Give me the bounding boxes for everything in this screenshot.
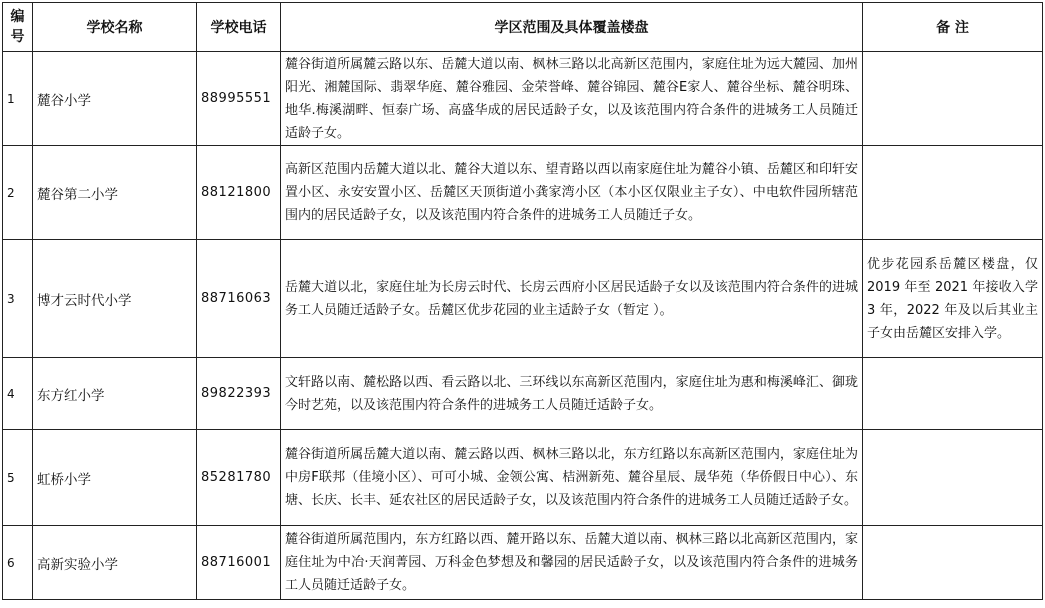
notes (863, 358, 1043, 430)
school-name: 麓谷第二小学 (33, 146, 197, 240)
table-row (3, 240, 1043, 358)
notes: 优步花园系岳麓区楼盘，仅 2019 年至 2021 年接收入学 3 年，2022 年及以后其业主子女由岳麓区安排入学。 (863, 240, 1043, 358)
school-name: 高新实验小学 (33, 526, 197, 600)
table-row (3, 358, 1043, 430)
district-range: 高新区范围内岳麓大道以北、麓谷大道以东、望青路以西以南家庭住址为麓谷小镇、岳麓区和印轩安置小区、永安安置小区、岳麓区天顶街道小龚家湾小区（本小区仅限业主子女）、中电软件园所辖范围内的居民适龄子女，以及该范围内符合条件的进城务工人员随迁子女。 (281, 146, 863, 240)
school-district-table (2, 2, 1043, 600)
header-notes: 备 注 (863, 3, 1043, 52)
district-range: 岳麓大道以北，家庭住址为长房云时代、长房云西府小区居民适龄子女以及该范围内符合条件的进城务工人员随迁适龄子女。岳麓区优步花园的业主适龄子女（暂定 ）。 (281, 240, 863, 358)
notes (863, 52, 1043, 146)
school-phone: 88995551 (197, 52, 281, 146)
row-number: 1 (3, 52, 33, 146)
table-row (3, 52, 1043, 146)
district-range: 麓谷街道所属麓云路以东、岳麓大道以南、枫林三路以北高新区范围内，家庭住址为远大麓园、加州阳光、湘麓国际、翡翠华庭、麓谷雅园、金荣誉峰、麓谷锦园、麓谷E家人、麓谷坐标、麓谷明珠、地华.梅溪湖畔、恒泰广场、高盛华成的居民适龄子女，以及该范围内符合条件的进城务工人员随迁适龄子女。 (281, 52, 863, 146)
notes (863, 526, 1043, 600)
school-name: 虹桥小学 (33, 430, 197, 526)
school-name: 博才云时代小学 (33, 240, 197, 358)
school-phone: 85281780 (197, 430, 281, 526)
header-school-name: 学校名称 (33, 3, 197, 52)
school-name: 东方红小学 (33, 358, 197, 430)
district-range: 麓谷街道所属范围内，东方红路以西、麓开路以东、岳麓大道以南、枫林三路以北高新区范围内，家庭住址为中冶·天润菁园、万科金色梦想及和馨园的居民适龄子女，以及该范围内符合条件的进城务工人员随迁适龄子女。 (281, 526, 863, 600)
school-name: 麓谷小学 (33, 52, 197, 146)
row-number: 3 (3, 240, 33, 358)
header-school-phone: 学校电话 (197, 3, 281, 52)
row-number: 5 (3, 430, 33, 526)
row-number: 2 (3, 146, 33, 240)
table-row (3, 526, 1043, 600)
notes (863, 146, 1043, 240)
notes (863, 430, 1043, 526)
school-phone: 88716001 (197, 526, 281, 600)
header-row (3, 3, 1043, 52)
school-phone: 88716063 (197, 240, 281, 358)
row-number: 6 (3, 526, 33, 600)
row-number: 4 (3, 358, 33, 430)
district-range: 麓谷街道所属岳麓大道以南、麓云路以西、枫林三路以北，东方红路以东高新区范围内，家庭住址为中房F联邦（佳境小区）、可可小城、金领公寓、桔洲新苑、麓谷星辰、晟华苑（华侨假日中心）、东塘、长庆、长丰、延农社区的居民适龄子女，以及该范围内符合条件的进城务工人员随迁适龄子女。 (281, 430, 863, 526)
table-row (3, 430, 1043, 526)
district-range: 文轩路以南、麓松路以西、看云路以北、三环线以东高新区范围内，家庭住址为惠和梅溪峰汇、御珑今时艺苑，以及该范围内符合条件的进城务工人员随迁适龄子女。 (281, 358, 863, 430)
header-number: 编号 (3, 3, 33, 52)
header-district-range: 学区范围及具体覆盖楼盘 (281, 3, 863, 52)
school-phone: 89822393 (197, 358, 281, 430)
table-row (3, 146, 1043, 240)
school-phone: 88121800 (197, 146, 281, 240)
